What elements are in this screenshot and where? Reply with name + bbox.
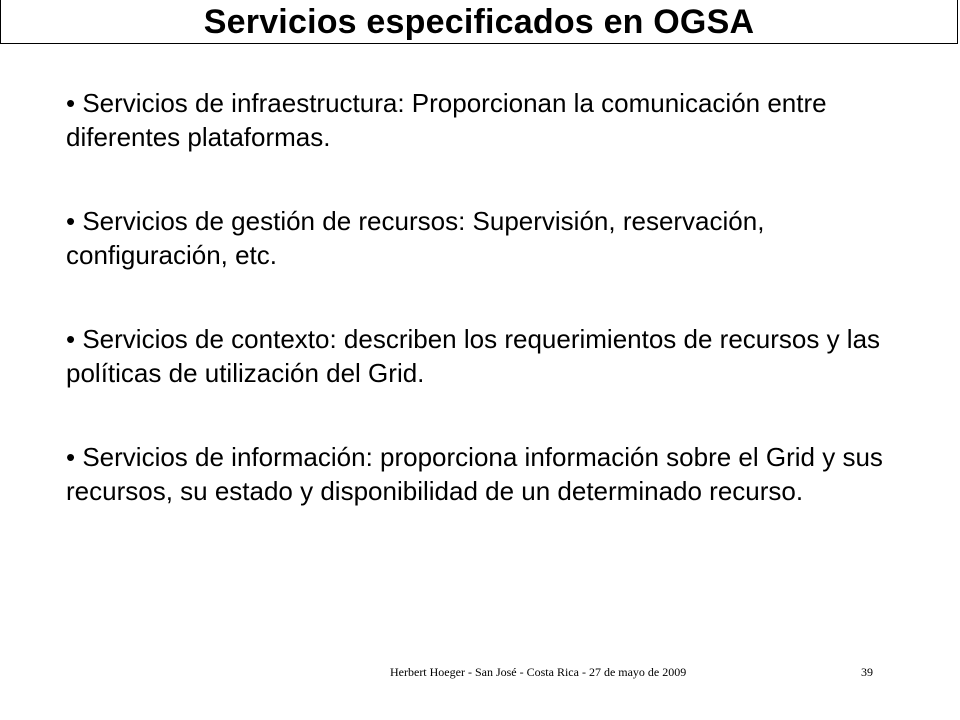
bullet-list [66, 86, 896, 558]
footer-text: Herbert Hoeger - San José - Costa Rica - 27 de mayo de 2009 [390, 665, 687, 679]
bullet-marker: • [66, 324, 76, 354]
bullet-marker: • [66, 206, 76, 236]
page-number: 39 [861, 665, 873, 679]
slide-title: Servicios especificados en OGSA [203, 2, 755, 41]
title-box [0, 0, 958, 44]
bullet-text: Servicios de información: proporciona información sobre el Grid y sus recursos, su estado y disponibilidad de un determinado recurso. [66, 442, 883, 506]
bullet-text: Servicios de gestión de recursos: Supervisión, reservación, configuración, etc. [66, 206, 765, 270]
bullet-item [66, 322, 896, 390]
bullet-item [66, 440, 896, 508]
bullet-marker: • [66, 88, 76, 118]
bullet-item [66, 86, 896, 154]
bullet-item [66, 204, 896, 272]
bullet-marker: • [66, 442, 76, 472]
bullet-text: Servicios de contexto: describen los requerimientos de recursos y las políticas de utilización del Grid. [66, 324, 881, 388]
bullet-text: Servicios de infraestructura: Proporcionan la comunicación entre diferentes plataformas. [66, 88, 827, 152]
